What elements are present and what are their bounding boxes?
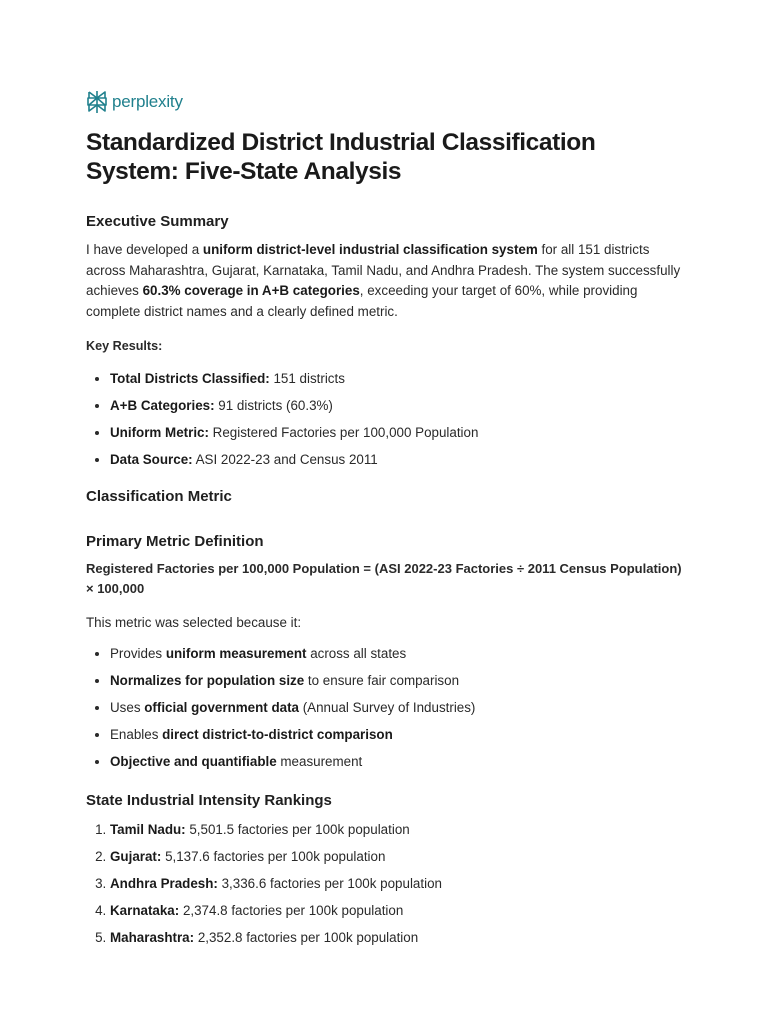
list-item: • Enables direct district-to-district comparison — [110, 725, 686, 745]
list-item: • Provides uniform measurement across all states — [110, 644, 686, 664]
document-content — [86, 128, 686, 955]
brand-name: perplexity — [112, 92, 183, 111]
key-results-list — [86, 369, 686, 470]
list-item: • A+B Categories: 91 districts (60.3%) — [110, 396, 686, 416]
key-results-label: Key Results: — [86, 339, 163, 353]
list-item: 5. Maharashtra: 2,352.8 factories per 100k population — [110, 928, 686, 948]
list-item: • Data Source: ASI 2022-23 and Census 2011 — [110, 450, 686, 470]
rankings-list — [86, 820, 686, 948]
classification-metric-heading: Classification Metric — [86, 487, 232, 505]
metric-intro: This metric was selected because it: — [86, 614, 302, 630]
list-item: • Total Districts Classified: 151 districts — [110, 369, 686, 389]
page-title: Standardized District Industrial Classification System: Five-State Analysis — [86, 129, 596, 185]
brand-logo — [86, 90, 183, 114]
list-item: 3. Andhra Pradesh: 3,336.6 factories per 100k population — [110, 874, 686, 894]
list-item: 4. Karnataka: 2,374.8 factories per 100k population — [110, 901, 686, 921]
executive-summary-paragraph: I have developed a uniform district-level industrial classification system for all 151 districts across Maharashtra, Gujarat, Karnataka, Tamil Nadu, and Andhra Pradesh. The system successfully achieves 60.3% coverage in A+B categories, exceeding your target of 60%, while providing complete district names and a clearly defined metric. — [86, 242, 681, 319]
list-item: • Objective and quantifiable measurement — [110, 752, 686, 772]
list-item: • Uniform Metric: Registered Factories per 100,000 Population — [110, 423, 686, 443]
primary-metric-heading: Primary Metric Definition — [86, 532, 264, 550]
perplexity-logo-icon — [86, 90, 108, 114]
list-item: 2. Gujarat: 5,137.6 factories per 100k population — [110, 847, 686, 867]
executive-summary-heading: Executive Summary — [86, 213, 229, 230]
list-item: 1. Tamil Nadu: 5,501.5 factories per 100k population — [110, 820, 686, 840]
list-item: • Normalizes for population size to ensure fair comparison — [110, 671, 686, 691]
metric-formula: Registered Factories per 100,000 Population = (ASI 2022-23 Factories ÷ 2011 Census Population) × 100,000 — [86, 560, 682, 596]
rankings-heading: State Industrial Intensity Rankings — [86, 792, 332, 809]
metric-reasons-list — [86, 644, 686, 772]
list-item: • Uses official government data (Annual Survey of Industries) — [110, 698, 686, 718]
